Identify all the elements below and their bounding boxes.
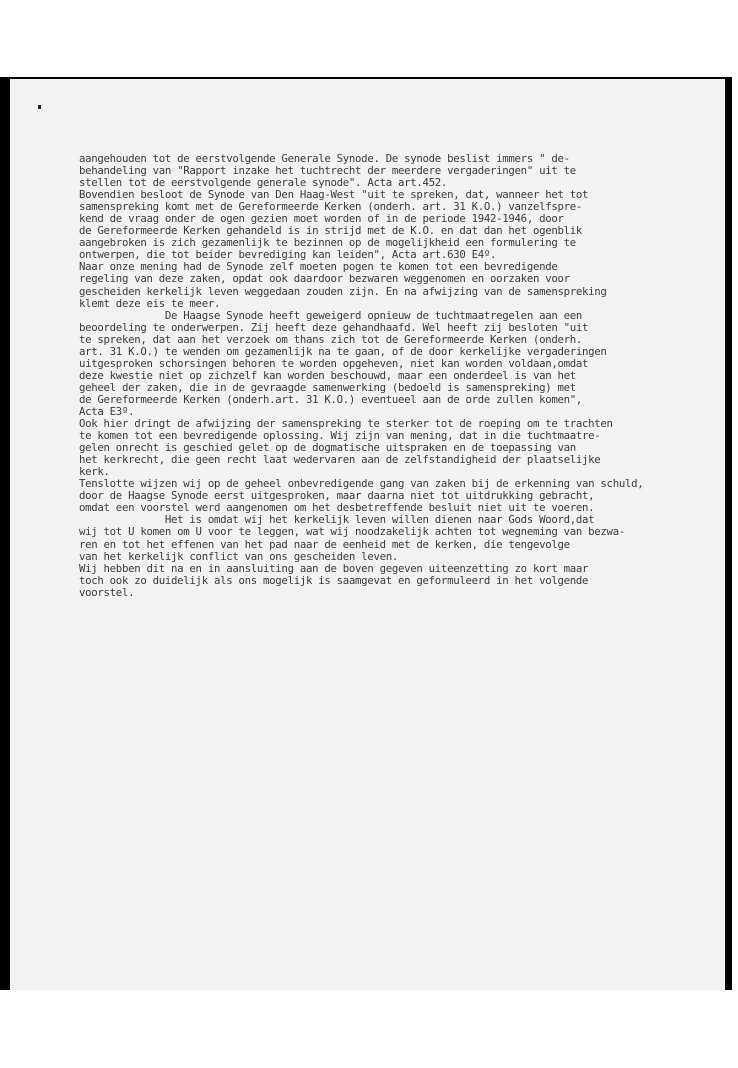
text-line: ren en tot het effenen van het pad naar de eenheid met de kerken, die tengevolge xyxy=(79,537,570,551)
document-body xyxy=(79,153,729,599)
punch-mark xyxy=(38,105,41,109)
text-line: toch ook zo duidelijk als ons mogelijk is saamgevat en geformuleerd in het volgende xyxy=(79,573,589,587)
text-line: geheel der zaken, die in de gevraagde samenwerking (bedoeld is samenspreking) met xyxy=(79,380,576,394)
text-line: te komen tot een bevredigende oplossing. Wij zijn van mening, dat in die tuchtmaatre- xyxy=(79,429,601,443)
text-line: Tenslotte wijzen wij op de geheel onbevredigende gang van zaken bij de erkenning van schuld, xyxy=(79,477,644,491)
text-line: klemt deze eis te meer. xyxy=(79,296,221,310)
text-line: art. 31 K.O.) te wenden om gezamenlijk na te gaan, of de door kerkelijke vergaderingen xyxy=(79,344,607,358)
text-line: Acta E3º. xyxy=(79,404,135,418)
text-line: Het is omdat wij het kerkelijk leven willen dienen naar Gods Woord,dat xyxy=(79,513,595,527)
text-line: gescheiden kerkelijk leven weggedaan zouden zijn. En na afwijzing van de samenspreking xyxy=(79,284,607,298)
text-line: behandeling van "Rapport inzake het tuchtrecht der meerdere vergaderingen" uit te xyxy=(79,164,576,178)
text-line: aangebroken is zich gezamenlijk te bezinnen op de mogelijkheid een formulering te xyxy=(79,236,576,250)
text-line: de Gereformeerde Kerken (onderh.art. 31 K.O.) eventueel aan de orde zullen komen", xyxy=(79,392,583,406)
text-line: uitgesproken schorsingen behoren te worden opgeheven, niet kan worden voldaan,omdat xyxy=(79,356,589,370)
text-line: omdat een voorstel werd aangenomen om het desbetreffende besluit niet uit te voeren. xyxy=(79,501,595,515)
text-line: voorstel. xyxy=(79,585,135,599)
text-line: te spreken, dat aan het verzoek om thans zich tot de Gereformeerde Kerken (onderh. xyxy=(79,332,583,346)
text-line: Naar onze mening had de Synode zelf moeten pogen te komen tot een bevredigende xyxy=(79,260,558,274)
text-line: deze kwestie niet op zichzelf kan worden beschouwd, maar een onderdeel is van het xyxy=(79,368,576,382)
text-line: Bovendien besloot de Synode van Den Haag-West "uit te spreken, dat, wanneer het tot xyxy=(79,188,589,202)
text-line: Ook hier dringt de afwijzing der samenspreking te sterker tot de roeping om te trachten xyxy=(79,417,613,431)
text-line: van het kerkelijk conflict van ons gescheiden leven. xyxy=(79,549,398,563)
text-line: regeling van deze zaken, opdat ook daardoor bezwaren weggenomen en oorzaken voor xyxy=(79,272,570,286)
text-line: aangehouden tot de eerstvolgende Generale Synode. De synode beslist immers " de- xyxy=(79,152,570,165)
text-line: de Gereformeerde Kerken gehandeld is in strijd met de K.O. en dat dan het ogenblik xyxy=(79,224,583,238)
text-line: het kerkrecht, die geen recht laat wedervaren aan de zelfstandigheid der plaatselijke xyxy=(79,453,601,467)
scanned-page-frame xyxy=(0,77,732,990)
text-line: De Haagse Synode heeft geweigerd opnieuw de tuchtmaatregelen aan een xyxy=(79,308,583,322)
text-line: door de Haagse Synode eerst uitgesproken, maar daarna niet tot uitdrukking gebracht, xyxy=(79,489,595,503)
text-line: wij tot U komen om U voor te leggen, wat wij noodzakelijk achten tot wegneming van bezwa- xyxy=(79,525,625,539)
text-line: Wij hebben dit na en in aansluiting aan de boven gegeven uiteenzetting zo kort maar xyxy=(79,561,589,575)
text-line: stellen tot de eerstvolgende generale synode". Acta art.452. xyxy=(79,176,448,190)
text-line: beoordeling te onderwerpen. Zij heeft deze gehandhaafd. Wel heeft zij besloten "uit xyxy=(79,320,589,334)
text-line: kend de vraag onder de ogen gezien moet worden of in de periode 1942-1946, door xyxy=(79,212,564,226)
text-line: kerk. xyxy=(79,465,110,479)
text-line: gelen onrecht is geschied gelet op de dogmatische uitspraken en de toepassing van xyxy=(79,441,576,455)
text-line: ontwerpen, die tot beider bevrediging kan leiden", Acta art.630 E4º. xyxy=(79,248,497,262)
typewritten-page xyxy=(10,79,725,990)
text-line: samenspreking komt met de Gereformeerde Kerken (onderh. art. 31 K.O.) vanzelfspre- xyxy=(79,200,583,214)
